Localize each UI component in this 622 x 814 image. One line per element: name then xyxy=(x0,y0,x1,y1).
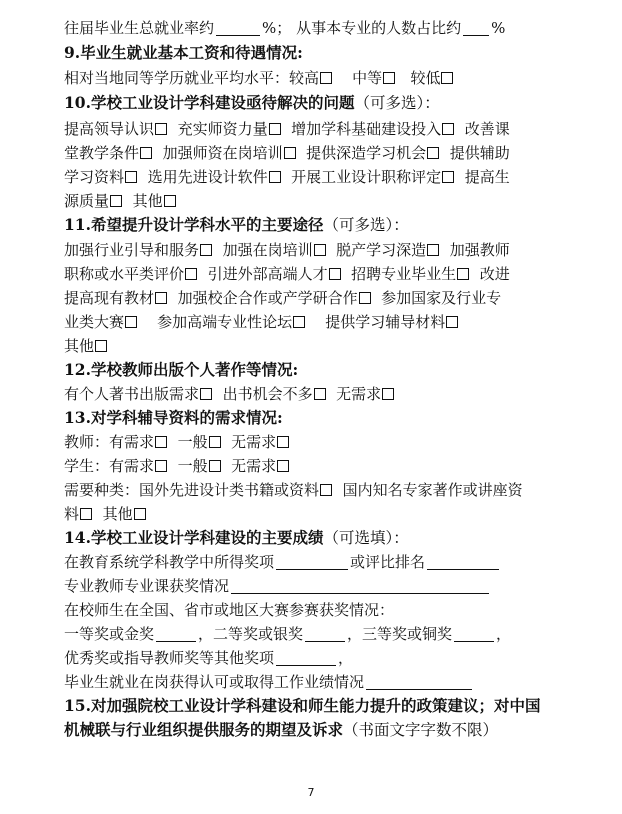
checkbox[interactable] xyxy=(185,268,197,280)
checkbox[interactable] xyxy=(269,123,281,135)
q10-option: 开展工业设计职称评定 xyxy=(291,168,442,186)
checkbox[interactable] xyxy=(442,123,454,135)
q10-option: 加强师资在岗培训 xyxy=(162,144,283,162)
checkbox[interactable] xyxy=(277,460,289,472)
checkbox[interactable] xyxy=(359,292,371,304)
q11-line-1 xyxy=(64,238,584,262)
q10-title: 10.学校工业设计学科建设亟待解决的问题 xyxy=(64,93,355,112)
checkbox[interactable] xyxy=(427,244,439,256)
award-blank[interactable] xyxy=(276,554,348,570)
q11-option-part: 参加国家及行业专 xyxy=(381,289,502,307)
checkbox[interactable] xyxy=(314,388,326,400)
q15-heading-line-2 xyxy=(64,718,584,742)
q13-types-line-2 xyxy=(64,502,584,526)
q13-type-part: 国内知名专家著作或讲座资 xyxy=(342,481,523,499)
checkbox[interactable] xyxy=(125,171,137,183)
checkbox[interactable] xyxy=(284,147,296,159)
q14-prize-line xyxy=(64,622,584,646)
q14-employment-label: 毕业生就业在岗获得认可或取得工作业绩情况 xyxy=(64,673,365,691)
q11-option-part: 加强教师 xyxy=(449,241,510,259)
q11-option: 参加高端专业性论坛 xyxy=(157,313,293,331)
q11-option: 加强校企合作或产学研合作 xyxy=(177,289,358,307)
checkbox[interactable] xyxy=(209,460,221,472)
q14-first-prize-label: 一等奖或金奖 xyxy=(64,625,155,643)
q14-second-prize-label: ，二等奖或银奖 xyxy=(198,625,304,643)
q9-option: 较高 xyxy=(289,69,320,87)
q10-option: 其他 xyxy=(132,192,163,210)
q13-level: 无需求 xyxy=(231,457,277,475)
q13-level: 一般 xyxy=(177,457,208,475)
checkbox[interactable] xyxy=(140,147,152,159)
checkbox[interactable] xyxy=(209,436,221,448)
q13-level: 一般 xyxy=(177,433,208,451)
first-prize-blank[interactable] xyxy=(156,626,196,642)
q14-course-line xyxy=(64,574,584,598)
employment-rate-prefix: 往届毕业生总就业率约 xyxy=(64,19,215,37)
q10-option-part: 源质量 xyxy=(64,192,110,210)
third-prize-blank[interactable] xyxy=(454,626,494,642)
q10-line-2 xyxy=(64,141,584,165)
excellent-blank[interactable] xyxy=(276,650,336,666)
q9-options xyxy=(64,66,584,90)
q11-option: 加强行业引导和服务 xyxy=(64,241,200,259)
checkbox[interactable] xyxy=(134,508,146,520)
q13-types-line-1 xyxy=(64,478,584,502)
q14-heading xyxy=(64,526,584,550)
checkbox[interactable] xyxy=(200,388,212,400)
q13-heading: 13.对学科辅导资料的需求情况: xyxy=(64,408,283,427)
q10-option-part: 改善课 xyxy=(464,120,510,138)
q12-option: 出书机会不多 xyxy=(222,385,313,403)
q15-heading-line-1: 15.对加强院校工业设计学科建设和师生能力提升的政策建议；对中国 xyxy=(64,696,541,715)
q10-option-part: 提供辅助 xyxy=(449,144,510,162)
q13-level: 无需求 xyxy=(231,433,277,451)
checkbox[interactable] xyxy=(80,508,92,520)
q10-option: 提高领导认识 xyxy=(64,120,155,138)
q14-note: （可选填）： xyxy=(323,529,409,547)
q13-type-part: 料 xyxy=(64,505,80,523)
checkbox[interactable] xyxy=(383,72,395,84)
q10-line-1 xyxy=(64,117,584,141)
checkbox[interactable] xyxy=(110,195,122,207)
q10-option: 选用先进设计软件 xyxy=(147,168,268,186)
q11-option: 引进外部高端人才 xyxy=(207,265,328,283)
q10-line-4 xyxy=(64,189,584,213)
q12-option: 无需求 xyxy=(336,385,382,403)
q14-course-award-label: 专业教师专业课获奖情况 xyxy=(64,577,230,595)
rank-blank[interactable] xyxy=(427,554,499,570)
second-prize-blank[interactable] xyxy=(305,626,345,642)
q14-rank-label: 或评比排名 xyxy=(350,553,426,571)
checkbox[interactable] xyxy=(155,292,167,304)
page-number: 7 xyxy=(307,786,315,799)
q13-type: 国外先进设计类书籍或资料 xyxy=(139,481,320,499)
q15-note: （书面文字字数不限） xyxy=(343,721,499,739)
major-ratio-blank[interactable] xyxy=(463,20,489,36)
q10-option: 提供深造学习机会 xyxy=(306,144,427,162)
q13-type: 其他 xyxy=(102,505,133,523)
q10-option: 增加学科基础建设投入 xyxy=(291,120,442,138)
checkbox[interactable] xyxy=(155,460,167,472)
checkbox[interactable] xyxy=(427,147,439,159)
q11-option: 脱产学习深造 xyxy=(336,241,427,259)
employment-rate-line xyxy=(64,16,584,40)
q11-line-3 xyxy=(64,286,584,310)
q14-award-line xyxy=(64,550,584,574)
q11-heading xyxy=(64,213,584,237)
q14-title: 14.学校工业设计学科建设的主要成绩 xyxy=(64,528,324,547)
q14-excellent-line xyxy=(64,646,584,670)
checkbox[interactable] xyxy=(293,316,305,328)
q14-award-label: 在教育系统学科教学中所得奖项 xyxy=(64,553,275,571)
checkbox[interactable] xyxy=(155,436,167,448)
employment-blank[interactable] xyxy=(366,674,472,690)
q11-option: 招聘专业毕业生 xyxy=(351,265,457,283)
q11-option-part: 提高现有教材 xyxy=(64,289,155,307)
checkbox[interactable] xyxy=(382,388,394,400)
q10-heading xyxy=(64,91,584,115)
checkbox[interactable] xyxy=(95,340,107,352)
q10-line-3 xyxy=(64,165,584,189)
q11-option-part: 业类大赛 xyxy=(64,313,125,331)
q11-title: 11.希望提升设计学科水平的主要途径 xyxy=(64,215,324,234)
checkbox[interactable] xyxy=(442,171,454,183)
checkbox[interactable] xyxy=(277,436,289,448)
q13-student-line xyxy=(64,454,584,478)
q10-option-part: 提高生 xyxy=(464,168,510,186)
checkbox[interactable] xyxy=(446,316,458,328)
checkbox[interactable] xyxy=(457,268,469,280)
q14-third-prize-label: ，三等奖或铜奖 xyxy=(347,625,453,643)
q9-heading: 9.毕业生就业基本工资和待遇情况: xyxy=(64,43,303,62)
q11-option-part: 职称或水平类评价 xyxy=(64,265,185,283)
q13-level: 有需求 xyxy=(109,457,155,475)
q10-note: （可多选）： xyxy=(354,94,440,112)
employment-rate-unit: %； xyxy=(262,19,292,37)
q14-comma: ， xyxy=(496,625,512,643)
q11-option: 提供学习辅导材料 xyxy=(325,313,446,331)
checkbox[interactable] xyxy=(200,244,212,256)
checkbox[interactable] xyxy=(269,171,281,183)
q14-competition-line: 在校师生在全国、省市或地区大赛参赛获奖情况： xyxy=(64,601,395,619)
checkbox[interactable] xyxy=(329,268,341,280)
q12-options xyxy=(64,382,584,406)
checkbox[interactable] xyxy=(441,72,453,84)
q13-teacher-label: 教师： xyxy=(64,433,110,451)
q9-option: 中等 xyxy=(352,69,383,87)
q10-option-part: 堂教学条件 xyxy=(64,144,140,162)
checkbox[interactable] xyxy=(320,72,332,84)
checkbox[interactable] xyxy=(155,123,167,135)
q9-prompt: 相对当地同等学历就业平均水平： xyxy=(64,69,290,87)
q9-option: 较低 xyxy=(410,69,441,87)
q11-option: 其他 xyxy=(64,337,95,355)
checkbox[interactable] xyxy=(320,484,332,496)
q11-note: （可多选）： xyxy=(323,216,409,234)
q13-level: 有需求 xyxy=(109,433,155,451)
q13-teacher-line xyxy=(64,430,584,454)
q11-option: 加强在岗培训 xyxy=(222,241,313,259)
q12-option: 有个人著书出版需求 xyxy=(64,385,200,403)
major-ratio-label: 从事本专业的人数占比约 xyxy=(296,19,462,37)
q14-comma: ， xyxy=(338,649,354,667)
q10-option: 充实师资力量 xyxy=(177,120,268,138)
checkbox[interactable] xyxy=(125,316,137,328)
q14-employment-line xyxy=(64,670,584,694)
q11-line-4 xyxy=(64,310,584,334)
q11-option-part: 改进 xyxy=(479,265,510,283)
q11-line-2 xyxy=(64,262,584,286)
q13-student-label: 学生： xyxy=(64,457,110,475)
q12-heading: 12.学校教师出版个人著作等情况: xyxy=(64,360,299,379)
q13-types-label: 需要种类： xyxy=(64,481,140,499)
course-award-blank[interactable] xyxy=(231,578,489,594)
major-ratio-unit: % xyxy=(491,19,506,37)
q14-excellent-label: 优秀奖或指导教师奖等其他奖项 xyxy=(64,649,275,667)
q11-line-5 xyxy=(64,334,584,358)
q10-option-part: 学习资料 xyxy=(64,168,125,186)
q15-title: 机械联与行业组织提供服务的期望及诉求 xyxy=(64,720,344,739)
checkbox[interactable] xyxy=(314,244,326,256)
employment-rate-blank[interactable] xyxy=(216,20,260,36)
checkbox[interactable] xyxy=(164,195,176,207)
